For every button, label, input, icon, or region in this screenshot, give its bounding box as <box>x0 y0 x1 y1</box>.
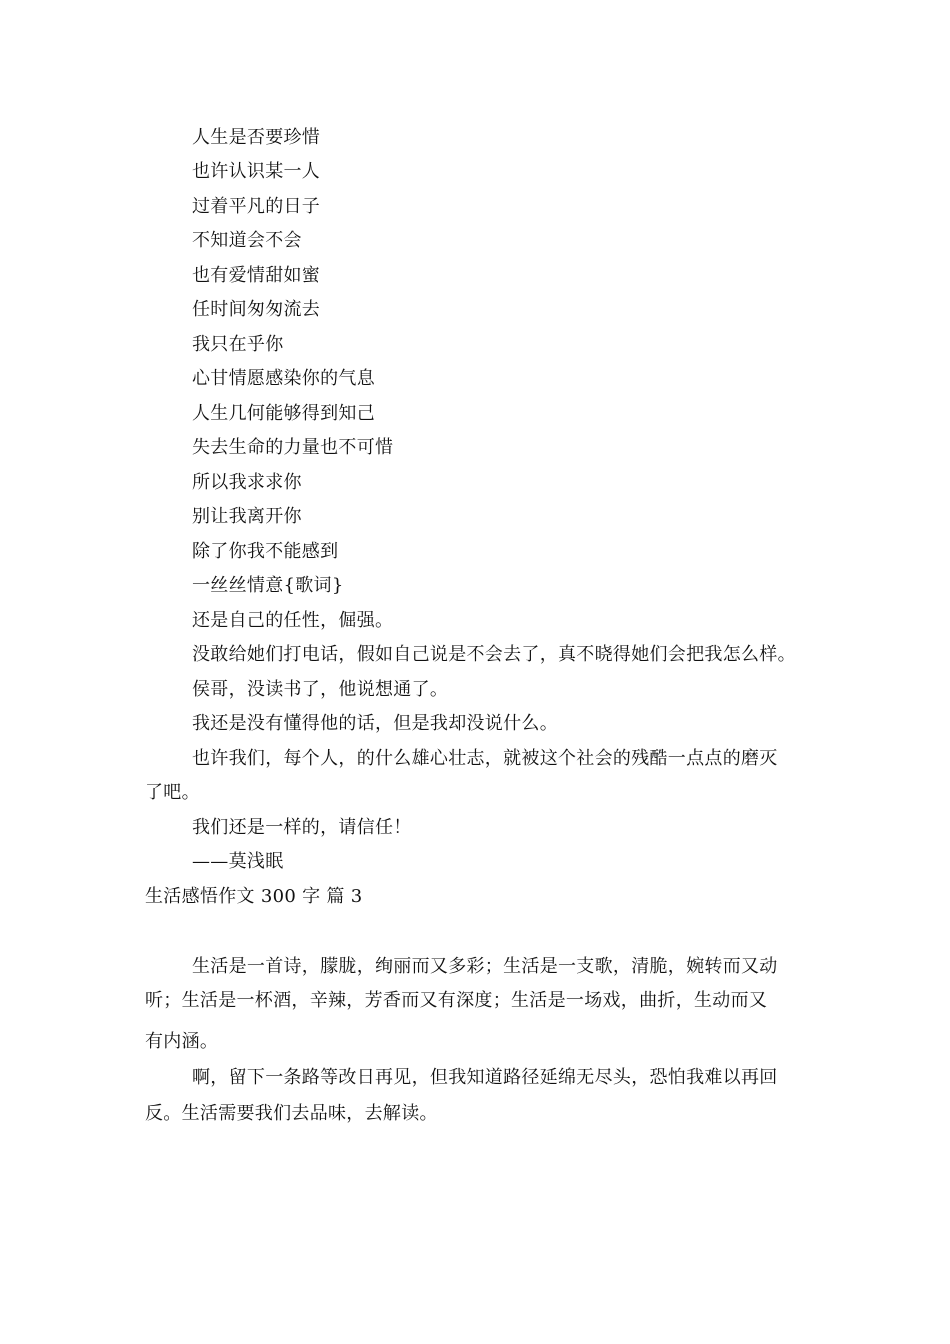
prose-paragraph: 我们还是一样的，请信任！ <box>192 817 412 838</box>
prose-paragraph-continuation: 了吧。 <box>145 782 200 803</box>
essay-paragraph-continuation: 听；生活是一杯酒，辛辣，芳香而又有深度；生活是一场戏，曲折，生动而又 <box>145 990 768 1011</box>
prose-paragraph: 侯哥，没读书了，他说想通了。 <box>192 679 449 700</box>
poem-line: 我只在乎你 <box>192 334 284 355</box>
poem-line: 也许认识某一人 <box>192 161 321 182</box>
essay-paragraph-continuation: 有内涵。 <box>145 1031 219 1052</box>
poem-line: 也有爱情甜如蜜 <box>192 265 321 286</box>
prose-paragraph: 也许我们，每个人，的什么雄心壮志，就被这个社会的残酷一点点的磨灭 <box>192 748 778 769</box>
poem-line: 任时间匆匆流去 <box>192 299 321 320</box>
signature: ——莫浅眠 <box>192 851 284 872</box>
poem-line: 别让我离开你 <box>192 506 302 527</box>
essay-paragraph: 生活是一首诗，朦胧，绚丽而又多彩；生活是一支歌，清脆，婉转而又动 <box>192 956 778 977</box>
section-heading: 生活感悟作文 300 字 篇 3 <box>145 886 363 907</box>
poem-line: 过着平凡的日子 <box>192 196 321 217</box>
poem-line: 人生几何能够得到知己 <box>192 403 375 424</box>
essay-paragraph-continuation: 反。生活需要我们去品味，去解读。 <box>145 1103 438 1124</box>
essay-paragraph: 啊，留下一条路等改日再见，但我知道路径延绵无尽头，恐怕我难以再回 <box>192 1067 778 1088</box>
poem-line: 不知道会不会 <box>192 230 302 251</box>
poem-line: 除了你我不能感到 <box>192 541 339 562</box>
poem-line: 心甘情愿感染你的气息 <box>192 368 375 389</box>
prose-paragraph: 我还是没有懂得他的话，但是我却没说什么。 <box>192 713 558 734</box>
poem-line: 所以我求求你 <box>192 472 302 493</box>
prose-paragraph: 还是自己的任性，倔强。 <box>192 610 394 631</box>
poem-line: 失去生命的力量也不可惜 <box>192 437 394 458</box>
poem-line: 人生是否要珍惜 <box>192 127 321 148</box>
prose-paragraph: 没敢给她们打电话，假如自己说是不会去了，真不晓得她们会把我怎么样。 <box>192 644 796 665</box>
poem-line: 一丝丝情意{歌词} <box>192 575 344 596</box>
